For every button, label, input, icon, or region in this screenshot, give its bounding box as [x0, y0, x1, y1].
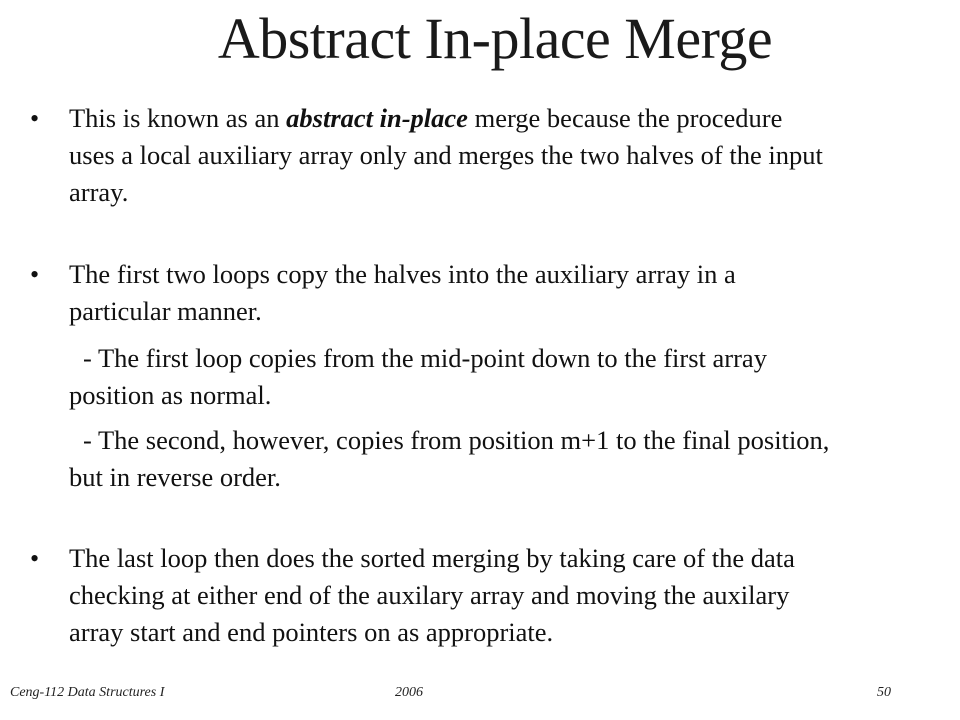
bullet-item-2	[30, 256, 950, 330]
sub-paragraph-2	[69, 422, 959, 496]
bullet-text-3	[69, 540, 949, 651]
bullet-1-post: merge because the procedure	[467, 103, 783, 133]
bullet-item-1	[30, 100, 950, 211]
bullet-3-line-3: array start and end pointers on as appropriate.	[69, 617, 554, 647]
bullet-1-pre: This is known as an	[69, 103, 287, 133]
bullet-1-line-3: array.	[69, 177, 129, 207]
footer-course: Ceng-112 Data Structures I	[10, 685, 165, 700]
sub-1-line-1: - The first loop copies from the mid-point down to the first array	[83, 343, 767, 373]
bullet-2-line-1: The first two loops copy the halves into the auxiliary array in a	[69, 259, 736, 289]
bullet-1-line-1	[69, 100, 949, 137]
bullet-1-line-2: uses a local auxiliary array only and merges the two halves of the input	[69, 140, 823, 170]
bullet-marker: •	[30, 104, 40, 133]
sub-2-line-1: - The second, however, copies from position m+1 to the final position,	[83, 425, 830, 455]
bullet-1-emphasis: abstract in-place	[286, 103, 468, 133]
sub-1-line-2: position as normal.	[69, 380, 272, 410]
slide-title: Abstract In-place Merge	[217, 6, 773, 71]
bullet-2-line-2: particular manner.	[69, 296, 262, 326]
bullet-marker: •	[30, 544, 40, 573]
footer-page-number: 50	[877, 685, 891, 700]
bullet-text-2	[69, 256, 949, 330]
bullet-3-line-1: The last loop then does the sorted merging by taking care of the data	[69, 543, 795, 573]
bullet-3-line-2: checking at either end of the auxilary array and moving the auxilary	[69, 580, 790, 610]
sub-2-line-2: but in reverse order.	[69, 462, 281, 492]
sub-paragraph-1	[69, 340, 959, 414]
bullet-item-3	[30, 540, 950, 651]
bullet-text-1	[69, 100, 949, 211]
footer-year: 2006	[395, 685, 423, 700]
bullet-marker: •	[30, 260, 40, 289]
